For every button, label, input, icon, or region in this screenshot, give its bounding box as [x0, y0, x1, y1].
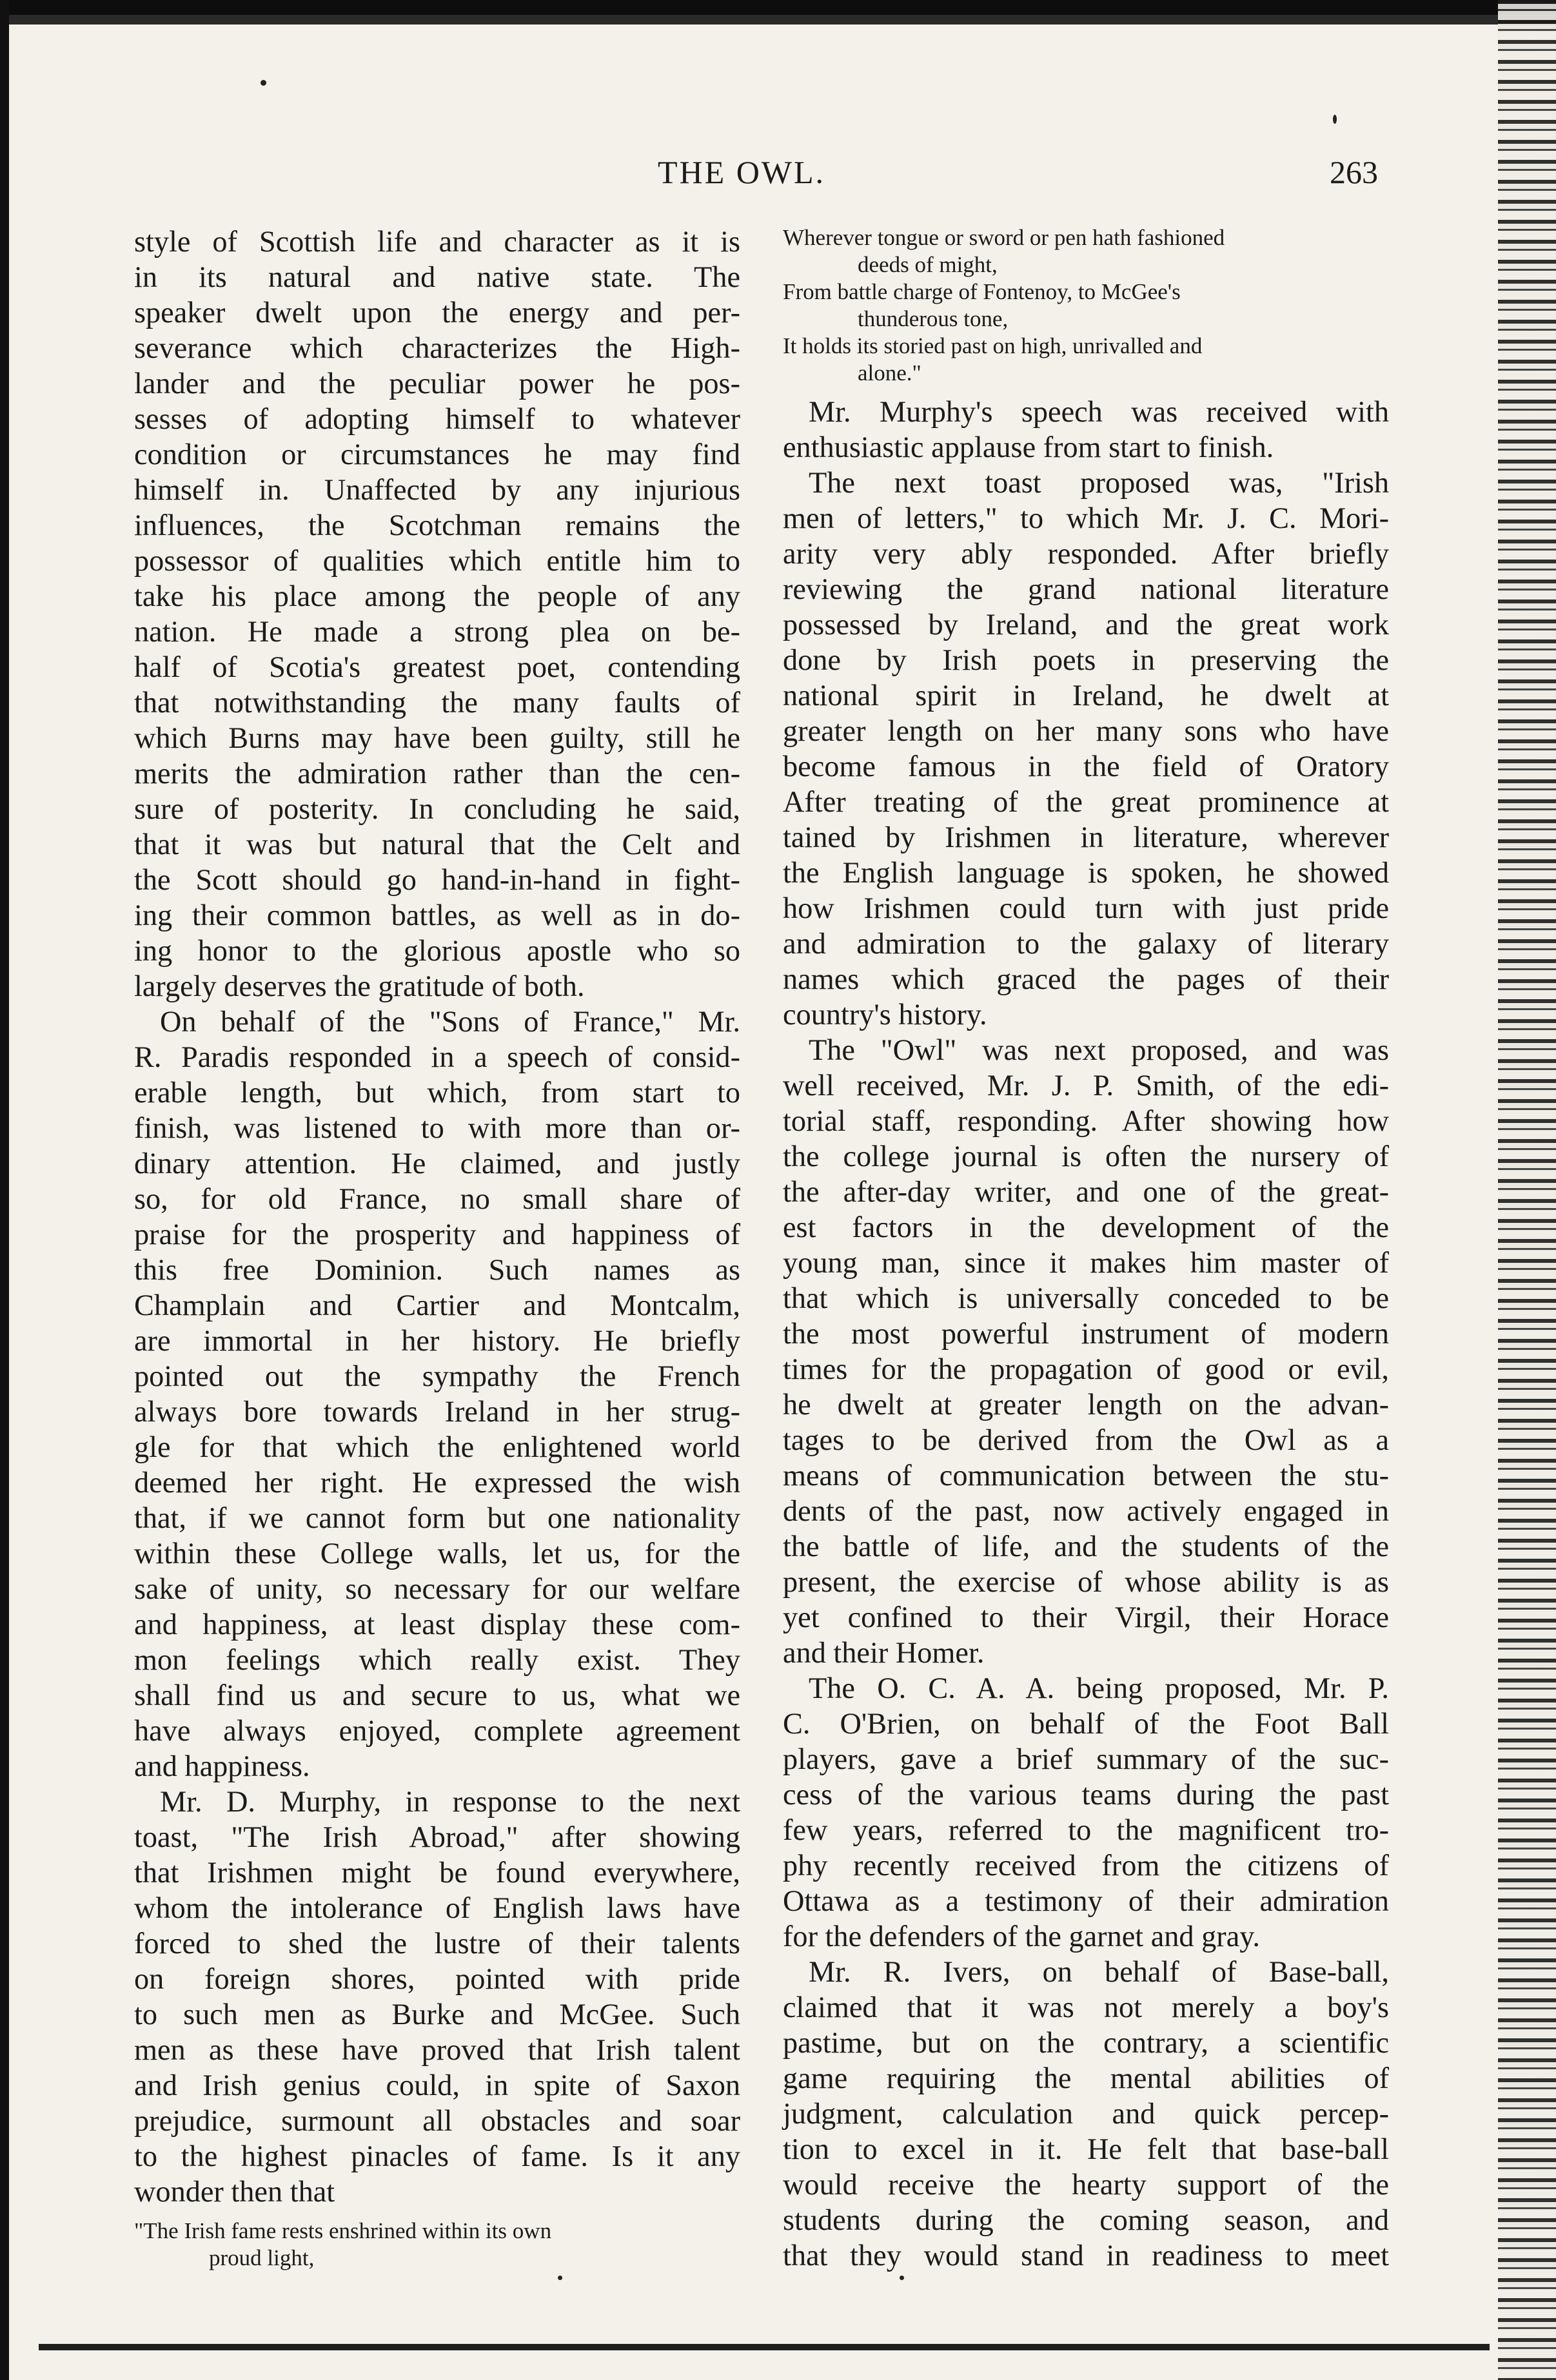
text-line: shall find us and secure to us, what we — [134, 1679, 740, 1712]
text-line: sure of posterity. In concluding he said, — [134, 793, 740, 826]
text-line: Mr. Murphy's speech was received with — [809, 396, 1389, 429]
text-line: the Scott should go hand-in-hand in fight- — [134, 864, 740, 897]
verse-line: deeds of might, — [858, 252, 998, 277]
text-line: dinary attention. He claimed, and justly — [134, 1147, 740, 1180]
text-line: that notwithstanding the many faults of — [134, 687, 740, 719]
text-line: After treating of the great prominence at — [783, 786, 1389, 819]
verse-line: Wherever tongue or sword or pen hath fashioned — [783, 225, 1225, 250]
text-line: well received, Mr. J. P. Smith, of the edi- — [783, 1069, 1389, 1102]
text-line: sake of unity, so necessary for our welfare — [134, 1573, 740, 1606]
verse-line: thunderous tone, — [858, 306, 1009, 331]
text-line: praise for the prosperity and happiness of — [134, 1218, 740, 1251]
text-line: few years, referred to the magnificent tro- — [783, 1814, 1389, 1847]
scan-border-right — [1498, 0, 1556, 2380]
text-line: The O. C. A. A. being proposed, Mr. P. — [809, 1672, 1389, 1705]
text-line: erable length, but which, from start to — [134, 1077, 740, 1109]
text-line: reviewing the grand national literature — [783, 573, 1389, 606]
right-verse-quote — [783, 224, 1389, 387]
text-line: half of Scotia's greatest poet, contending — [134, 651, 740, 684]
text-line: The "Owl" was next proposed, and was — [809, 1034, 1389, 1067]
text-line: forced to shed the lustre of their talents — [134, 1927, 740, 1960]
text-line: names which graced the pages of their — [783, 963, 1389, 996]
text-line: always bore towards Ireland in her strug- — [134, 1396, 740, 1429]
text-line: C. O'Brien, on behalf of the Foot Ball — [783, 1708, 1389, 1741]
text-line: Ottawa as a testimony of their admiration — [783, 1885, 1389, 1918]
left-verse-quote — [134, 2218, 740, 2272]
text-line: within these College walls, let us, for the — [134, 1537, 740, 1570]
text-line: merits the admiration rather than the cen- — [134, 757, 740, 790]
ink-speck — [1333, 115, 1337, 124]
text-line: which Burns may have been guilty, still he — [134, 722, 740, 755]
text-line: national spirit in Ireland, he dwelt at — [783, 679, 1389, 712]
text-line: arity very ably responded. After briefly — [783, 538, 1389, 571]
text-line: influences, the Scotchman remains the — [134, 509, 740, 542]
scan-border-left — [0, 0, 9, 2380]
text-line: done by Irish poets in preserving the — [783, 644, 1389, 677]
text-line: deemed her right. He expressed the wish — [134, 1467, 740, 1499]
text-line: Mr. R. Ivers, on behalf of Base-ball, — [809, 1956, 1389, 1989]
scan-border-bottom — [39, 2344, 1490, 2350]
text-line: prejudice, surmount all obstacles and soar — [134, 2105, 740, 2138]
text-line: tained by Irishmen in literature, wherever — [783, 821, 1389, 854]
text-line: ing honor to the glorious apostle who so — [134, 935, 740, 968]
text-line: style of Scottish life and character as it is — [134, 226, 740, 258]
text-line: so, for old France, no small share of — [134, 1183, 740, 1216]
text-line: country's history. — [783, 999, 987, 1031]
text-line: young man, since it makes him master of — [783, 1247, 1389, 1280]
right-column-text — [783, 395, 1389, 2274]
text-line: pastime, but on the contrary, a scientific — [783, 2027, 1389, 2060]
text-line: to such men as Burke and McGee. Such — [134, 1998, 740, 2031]
text-line: largely deserves the gratitude of both. — [134, 970, 585, 1003]
text-line: that which is universally conceded to be — [783, 1282, 1389, 1315]
text-line: the after-day writer, and one of the great- — [783, 1176, 1389, 1209]
text-line: take his place among the people of any — [134, 580, 740, 613]
text-line: dents of the past, now actively engaged in — [783, 1495, 1389, 1528]
text-line: become famous in the field of Oratory — [783, 750, 1389, 783]
text-line: how Irishmen could turn with just pride — [783, 892, 1389, 925]
text-line: that Irishmen might be found everywhere, — [134, 1857, 740, 1889]
text-line: men as these have proved that Irish talent — [134, 2034, 740, 2067]
text-line: and happiness. — [134, 1750, 310, 1783]
text-line: the most powerful instrument of modern — [783, 1318, 1389, 1351]
running-title: THE OWL. — [658, 154, 826, 190]
text-line: this free Dominion. Such names as — [134, 1254, 740, 1287]
text-line: present, the exercise of whose ability is as — [783, 1566, 1389, 1599]
text-line: pointed out the sympathy the French — [134, 1360, 740, 1393]
verse-line: alone." — [858, 360, 921, 385]
text-line: R. Paradis responded in a speech of consid- — [134, 1041, 740, 1074]
text-line: to the highest pinacles of fame. Is it any — [134, 2140, 740, 2173]
text-line: greater length on her many sons who have — [783, 715, 1389, 748]
text-line: finish, was listened to with more than or- — [134, 1112, 740, 1145]
text-line: torial staff, responding. After showing how — [783, 1105, 1389, 1138]
text-line: students during the coming season, and — [783, 2204, 1389, 2237]
text-line: and happiness, at least display these com- — [134, 1608, 740, 1641]
verse-line: It holds its storied past on high, unrivalled and — [783, 333, 1203, 358]
text-line: toast, "The Irish Abroad," after showing — [134, 1821, 740, 1854]
left-column-text — [134, 224, 740, 2210]
text-line: claimed that it was not merely a boy's — [783, 1991, 1389, 2024]
text-line: men of letters," to which Mr. J. C. Mori- — [783, 502, 1389, 535]
text-line: that, if we cannot form but one nationality — [134, 1502, 740, 1535]
text-line: judgment, calculation and quick percep- — [783, 2098, 1389, 2131]
text-line: in its natural and native state. The — [134, 261, 740, 294]
text-line: players, gave a brief summary of the suc- — [783, 1743, 1389, 1776]
text-line: condition or circumstances he may find — [134, 438, 740, 471]
text-line: and Irish genius could, in spite of Saxon — [134, 2069, 740, 2102]
text-line: wonder then that — [134, 2176, 335, 2209]
text-line: speaker dwelt upon the energy and per- — [134, 297, 740, 329]
text-line: that it was but natural that the Celt and — [134, 828, 740, 861]
text-line: and admiration to the galaxy of literary — [783, 928, 1389, 961]
text-line: Mr. D. Murphy, in response to the next — [160, 1786, 740, 1819]
text-line: and their Homer. — [783, 1637, 985, 1670]
text-line: On behalf of the "Sons of France," Mr. — [160, 1006, 740, 1039]
text-line: means of communication between the stu- — [783, 1459, 1389, 1492]
verse-line: proud light, — [209, 2245, 315, 2270]
text-line: possessor of qualities which entitle him to — [134, 545, 740, 578]
text-line: would receive the hearty support of the — [783, 2169, 1389, 2201]
text-line: yet confined to their Virgil, their Horace — [783, 1601, 1389, 1634]
scan-border-top — [0, 0, 1556, 24]
text-line: game requiring the mental abilities of — [783, 2062, 1389, 2095]
text-line: tages to be derived from the Owl as a — [783, 1424, 1389, 1457]
text-line: that they would stand in readiness to meet — [783, 2239, 1389, 2272]
text-line: gle for that which the enlightened world — [134, 1431, 740, 1464]
text-line: the English language is spoken, he showed — [783, 857, 1389, 890]
text-line: have always enjoyed, complete agreement — [134, 1715, 740, 1748]
ink-speck — [261, 80, 266, 86]
text-line: nation. He made a strong plea on be- — [134, 616, 740, 649]
text-line: times for the propagation of good or evil, — [783, 1353, 1389, 1386]
ink-speck — [558, 2276, 562, 2280]
text-line: are immortal in her history. He briefly — [134, 1325, 740, 1358]
text-line: he dwelt at greater length on the advan- — [783, 1389, 1389, 1421]
text-line: the battle of life, and the students of the — [783, 1530, 1389, 1563]
ink-speck — [900, 2276, 904, 2280]
text-line: cess of the various teams during the past — [783, 1779, 1389, 1811]
text-line: possessed by Ireland, and the great work — [783, 609, 1389, 641]
text-line: mon feelings which really exist. They — [134, 1644, 740, 1677]
right-column — [783, 224, 1389, 2274]
text-line: whom the intolerance of English laws have — [134, 1892, 740, 1925]
text-line: the college journal is often the nursery of — [783, 1140, 1389, 1173]
text-line: for the defenders of the garnet and gray. — [783, 1920, 1260, 1953]
text-line: himself in. Unaffected by any injurious — [134, 474, 740, 507]
text-line: lander and the peculiar power he pos- — [134, 367, 740, 400]
text-line: ing their common battles, as well as in do- — [134, 899, 740, 932]
verse-line: From battle charge of Fontenoy, to McGee's — [783, 279, 1181, 304]
text-line: phy recently received from the citizens of — [783, 1849, 1389, 1882]
text-line: severance which characterizes the High- — [134, 332, 740, 365]
text-line: sesses of adopting himself to whatever — [134, 403, 740, 436]
text-line: est factors in the development of the — [783, 1211, 1389, 1244]
page-number: 263 — [1330, 154, 1378, 190]
left-column — [134, 224, 740, 2272]
text-line: on foreign shores, pointed with pride — [134, 1963, 740, 1996]
text-line: tion to excel in it. He felt that base-ball — [783, 2133, 1389, 2166]
text-line: The next toast proposed was, "Irish — [809, 467, 1389, 500]
text-line: Champlain and Cartier and Montcalm, — [134, 1289, 740, 1322]
text-line: enthusiastic applause from start to finish. — [783, 431, 1274, 464]
verse-line: "The Irish fame rests enshrined within its own — [134, 2218, 552, 2243]
